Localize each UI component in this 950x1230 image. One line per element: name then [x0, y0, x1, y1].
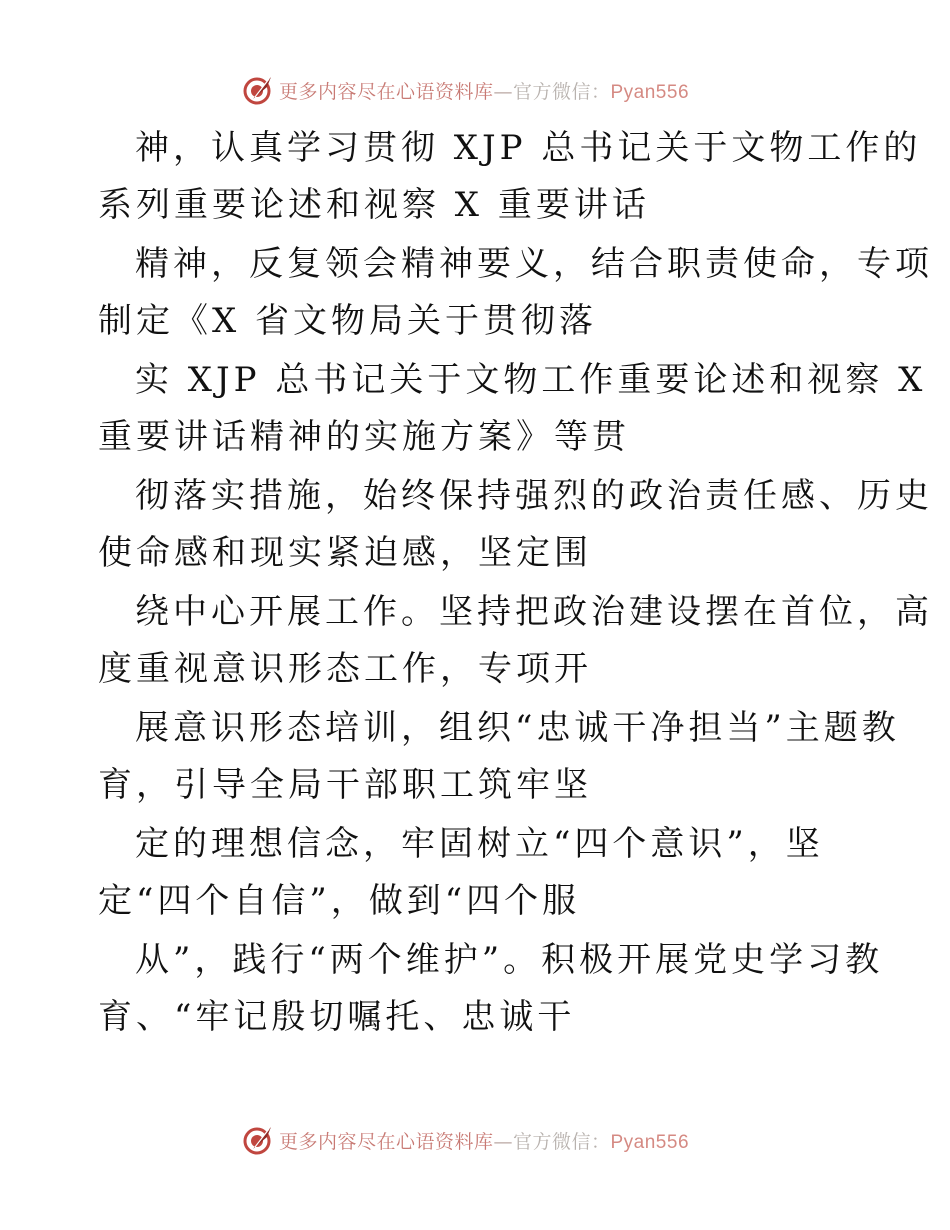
- body-line: 神，认真学习贯彻 XJP 总书记关于文物工作的: [135, 128, 922, 168]
- header-separator: —: [493, 80, 513, 103]
- footer-wechat-id: Pyan556: [610, 1131, 690, 1153]
- body-line: 育，引导全局干部职工筑牢坚: [98, 765, 592, 805]
- quill-pen-circle-icon: [241, 1123, 275, 1157]
- footer-brand-text: 更多内容尽在心语资料库: [278, 1130, 494, 1153]
- footer-wechat-label: 官方微信：: [512, 1130, 611, 1153]
- body-line: 精神，反复领会精神要义，结合职责使命，专项: [135, 244, 933, 284]
- body-line: 从”，践行“两个维护”。积极开展党史学习教: [135, 940, 884, 980]
- footer-banner: [0, 1120, 950, 1160]
- body-line: 系列重要论述和视察 X 重要讲话: [98, 185, 650, 225]
- body-line: 育、“牢记殷切嘱托、忠诚干: [98, 997, 576, 1037]
- body-line: 使命感和现实紧迫感，坚定围: [98, 533, 592, 573]
- body-line: 定“四个自信”，做到“四个服: [98, 881, 581, 921]
- body-line: 彻落实措施，始终保持强烈的政治责任感、历史: [135, 476, 933, 516]
- quill-pen-circle-icon: [241, 73, 275, 107]
- body-line: 制定《X 省文物局关于贯彻落: [98, 301, 598, 341]
- header-wechat-id: Pyan556: [610, 81, 690, 103]
- body-line: 绕中心开展工作。坚持把政治建设摆在首位，高: [135, 592, 933, 632]
- body-line: 度重视意识形态工作，专项开: [98, 649, 592, 689]
- body-line: 实 XJP 总书记关于文物工作重要论述和视察 X: [135, 360, 927, 400]
- header-brand-text: 更多内容尽在心语资料库: [278, 80, 494, 103]
- header-wechat-label: 官方微信：: [512, 80, 611, 103]
- header-banner: [0, 70, 950, 110]
- body-line: 重要讲话精神的实施方案》等贯: [98, 417, 630, 457]
- body-line: 定的理想信念，牢固树立“四个意识”，坚: [135, 824, 824, 864]
- body-line: 展意识形态培训，组织“忠诚干净担当”主题教: [135, 708, 900, 748]
- footer-separator: —: [493, 1130, 513, 1153]
